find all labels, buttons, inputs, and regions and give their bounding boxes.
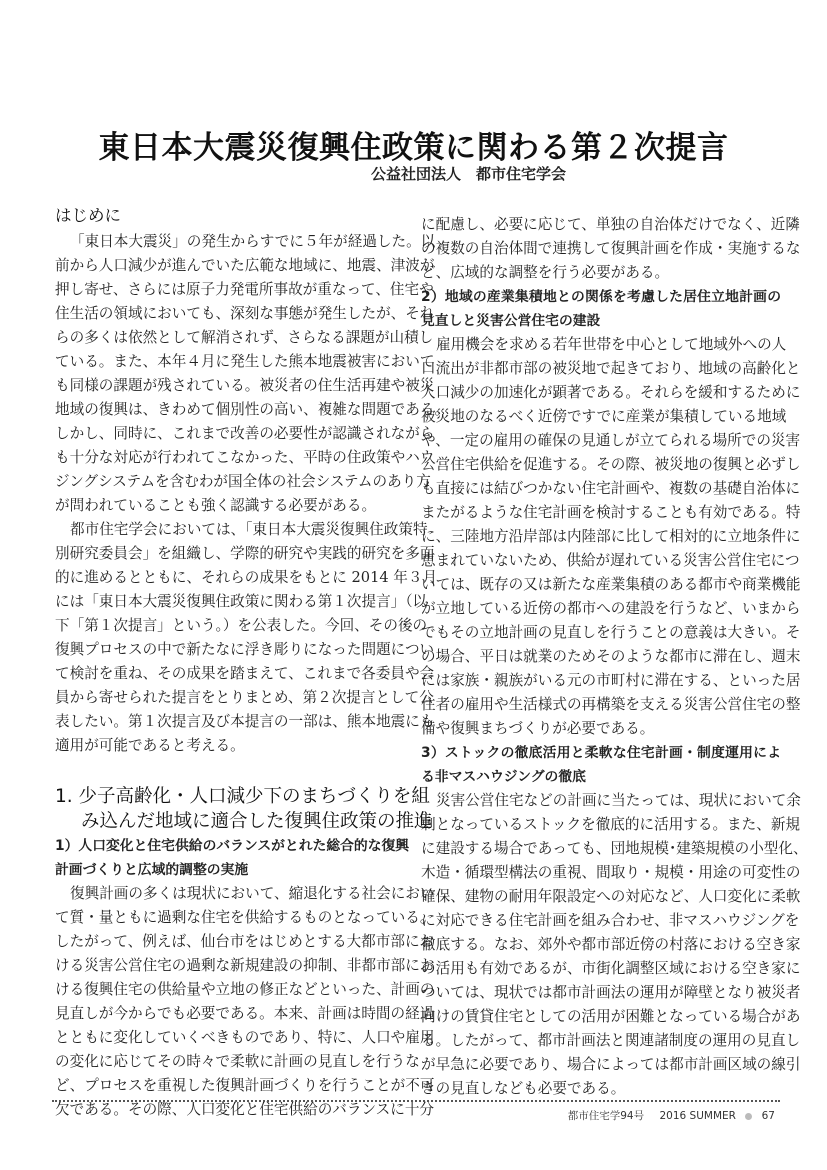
- text-line: ジングシステムを含むわが国全体の社会システムのあり方: [55, 473, 431, 490]
- paragraph: [421, 789, 808, 1101]
- text-line: 復興プロセスの中で新たなに浮き彫りになった問題につい: [55, 641, 435, 658]
- text-line: 別研究委員会」を組織し、学際的研究や実践的研究を多面: [55, 545, 435, 562]
- text-line: ど、広域的な調整を行う必要がある。: [421, 264, 670, 281]
- text-line: でもその立地計画の見直しを行うことの意義は大きい。そ: [421, 624, 801, 641]
- text-line: 恵まれていないため、供給が遅れている災害公営住宅につ: [421, 552, 800, 569]
- text-line: 確保、建物の耐用年限設定への対応など、人口変化に柔軟: [421, 888, 801, 905]
- text-line: 見直しが今からでも必要である。本来、計画は時間の経過: [55, 1005, 435, 1022]
- text-line: の変化に応じてその時々で柔軟に計画の見直しを行うな: [55, 1053, 420, 1070]
- text-line: ている。また、本年４月に発生した熊本地震被害において: [55, 353, 435, 370]
- text-line: の活用も有効であるが、市街化調整区域における空き家に: [421, 960, 801, 977]
- page-number: 67: [761, 1110, 775, 1122]
- paragraph: [55, 230, 450, 518]
- issue-label: 2016 SUMMER: [659, 1110, 736, 1122]
- text-line: には家族・親族がいる元の市町村に滞在する、といった居: [421, 672, 801, 689]
- text-line: しかし、同時に、これまで改善の必要性が認識されながら: [55, 425, 435, 442]
- text-line: 見直しと災害公営住宅の建設: [421, 313, 601, 329]
- section-heading: [55, 784, 433, 834]
- text-line: したがって、例えば、仙台市をはじめとする大都市部にお: [55, 933, 435, 950]
- text-line: も十分な対応が行われてこなかった、平時の住政策やハウ: [55, 449, 435, 466]
- text-line: 復興計画の多くは現状において、縮退化する社会におい: [70, 885, 435, 902]
- text-line: 欠である。その際、人口変化と住宅供給のバランスに十分: [55, 1101, 435, 1118]
- text-line: 押し寄せ、さらには原子力発電所事故が重なって、住宅や: [55, 281, 434, 298]
- text-line: 2）地域の産業集積地との関係を考慮した居住立地計画の: [421, 289, 781, 305]
- paragraph: [55, 518, 438, 758]
- text-line: ついては、現状では都市計画法の運用が障壁となり被災者: [421, 984, 801, 1001]
- text-line: 1. 少子高齢化・人口減少下のまちづくりを組: [55, 786, 430, 807]
- text-line: て検討を重ね、その成果を踏まえて、これまで各委員や会: [55, 665, 435, 682]
- text-line: 住者の雇用や生活様式の再構築を支える災害公営住宅の整: [421, 696, 801, 713]
- text-line: 口流出が非都市部の被災地で起きており、地域の高齢化と: [421, 360, 801, 377]
- text-line: み込んだ地域に適合した復興住政策の推進: [81, 811, 433, 832]
- text-line: や、一定の雇用の確保の見通しが立てられる場所での災害: [421, 432, 801, 449]
- author-organization: 公益社団法人 都市住宅学会: [370, 165, 566, 183]
- text-line: 災害公営住宅などの計画に当たっては、現状において余: [436, 792, 801, 809]
- text-line: に対応できる住宅計画を組み合わせ、非マスハウジングを: [421, 912, 800, 929]
- text-line: が問われていることも強く認識する必要がある。: [55, 497, 377, 514]
- journal-name: 都市住宅学94号: [567, 1110, 645, 1122]
- text-line: も直接には結びつかない住宅計画や、複数の基礎自治体に: [421, 480, 801, 497]
- text-line: とともに変化していくべきものであり、特に、人口や雇用: [55, 1029, 435, 1046]
- text-line: 「東日本大震災」の発生からすでに５年が経過した。以: [70, 233, 436, 250]
- text-line: の場合、平日は就業のためそのような都市に滞在し、週末: [421, 648, 801, 665]
- left-column: [55, 204, 450, 1122]
- page-footer: [568, 1108, 775, 1123]
- text-line: が立地している近傍の都市への建設を行うなど、いまから: [421, 600, 801, 617]
- text-line: て質・量ともに過剰な住宅を供給するものとなっている。: [55, 909, 435, 926]
- right-column: [421, 213, 808, 1101]
- text-line: 適用が可能であると考える。: [55, 737, 245, 754]
- paragraph: [421, 213, 801, 285]
- text-line: に配慮し、必要に応じて、単独の自治体だけでなく、近隣: [421, 216, 800, 233]
- text-line: 備や復興まちづくりが必要である。: [421, 720, 655, 737]
- text-line: 向けの賃貸住宅としての活用が困難となっている場合があ: [421, 1008, 801, 1025]
- text-line: 3）ストックの徹底活用と柔軟な住宅計画・制度運用によ: [421, 745, 781, 761]
- text-line: らの多くは依然として解消されず、さらなる課題が山積し: [55, 329, 434, 346]
- text-line: 徹底する。なお、郊外や都市部近傍の村落における空き家: [421, 936, 801, 953]
- text-line: 雇用機会を求める若年世帯を中心として地域外への人: [436, 336, 787, 353]
- bullet-dot-icon: [745, 1113, 752, 1120]
- sub-heading: [421, 741, 781, 789]
- text-line: 住生活の領域においても、深刻な事態が発生したが、それ: [55, 305, 435, 322]
- text-line: 剰となっているストックを徹底的に活用する。また、新規: [421, 816, 801, 833]
- text-line: に、三陸地方沿岸部は内陸部に比して相対的に立地条件に: [421, 528, 801, 545]
- text-line: 1）人口変化と住宅供給のバランスがとれた総合的な復興: [55, 838, 410, 854]
- text-line: る非マスハウジングの徹底: [421, 769, 586, 785]
- text-line: には「東日本大震災復興住政策に関わる第１次提言」（以: [55, 593, 428, 610]
- paragraph: [55, 882, 435, 1122]
- text-line: ける災害公営住宅の過剰な新規建設の抑制、非都市部にお: [55, 957, 435, 974]
- article-title: 東日本大震災復興住政策に関わる第２次提言: [98, 130, 729, 166]
- text-line: 公営住宅供給を促進する。その際、被災地の復興と必ずし: [421, 456, 801, 473]
- text-line: 都市住宅学会においては、「東日本大震災復興住政策特: [70, 521, 428, 538]
- text-line: の複数の自治体間で連携して復興計画を作成・実施するな: [421, 240, 801, 257]
- text-line: が早急に必要であり、場合によっては都市計画区域の線引: [421, 1056, 801, 1073]
- text-line: 下「第１次提言」という。）を公表した。今回、その後の: [55, 617, 428, 634]
- text-line: いては、既存の又は新たな産業集積のある都市や商業機能: [421, 576, 801, 593]
- paragraph: [421, 333, 801, 741]
- text-line: きの見直しなども必要である。: [421, 1080, 626, 1097]
- text-line: またがるような住宅計画を検討することも有効である。特: [421, 504, 801, 521]
- text-line: も同様の課題が残されている。被災者の住生活再建や被災: [55, 377, 435, 394]
- text-line: 被災地のなるべく近傍ですでに産業が集積している地域: [421, 408, 787, 425]
- text-line: ど、プロセスを重視した復興計画づくりを行うことが不可: [55, 1077, 435, 1094]
- text-line: 員から寄せられた提言をとりまとめ、第２次提言として公: [55, 689, 434, 706]
- text-line: ける復興住宅の供給量や立地の修正などといった、計画の: [55, 981, 435, 998]
- text-line: 地域の復興は、きわめて個別性の高い、複雑な問題である。: [55, 401, 450, 418]
- text-line: 計画づくりと広域的調整の実施: [55, 862, 249, 878]
- sub-heading: [421, 285, 781, 333]
- text-line: に建設する場合であっても、団地規模･建築規模の小型化、: [421, 840, 808, 857]
- sub-heading: [55, 834, 409, 882]
- text-line: 木造・循環型構法の重視、間取り・規模・用途の可変性の: [421, 864, 801, 881]
- text-line: 人口減少の加速化が顕著である。それらを緩和するために: [421, 384, 801, 401]
- intro-heading: [55, 204, 409, 230]
- text-line: る。したがって、都市計画法と関連諸制度の運用の見直し: [421, 1032, 801, 1049]
- text-line: 表したい。第１次提言及び本提言の一部は、熊本地震にも: [55, 713, 435, 730]
- text-line: はじめに: [55, 206, 121, 225]
- footer-dotted-rule: [52, 1100, 780, 1102]
- text-line: 的に進めるとともに、それらの成果をもとに 2014 年３月: [55, 569, 438, 586]
- text-line: 前から人口減少が進んでいた広範な地域に、地震、津波が: [55, 257, 435, 274]
